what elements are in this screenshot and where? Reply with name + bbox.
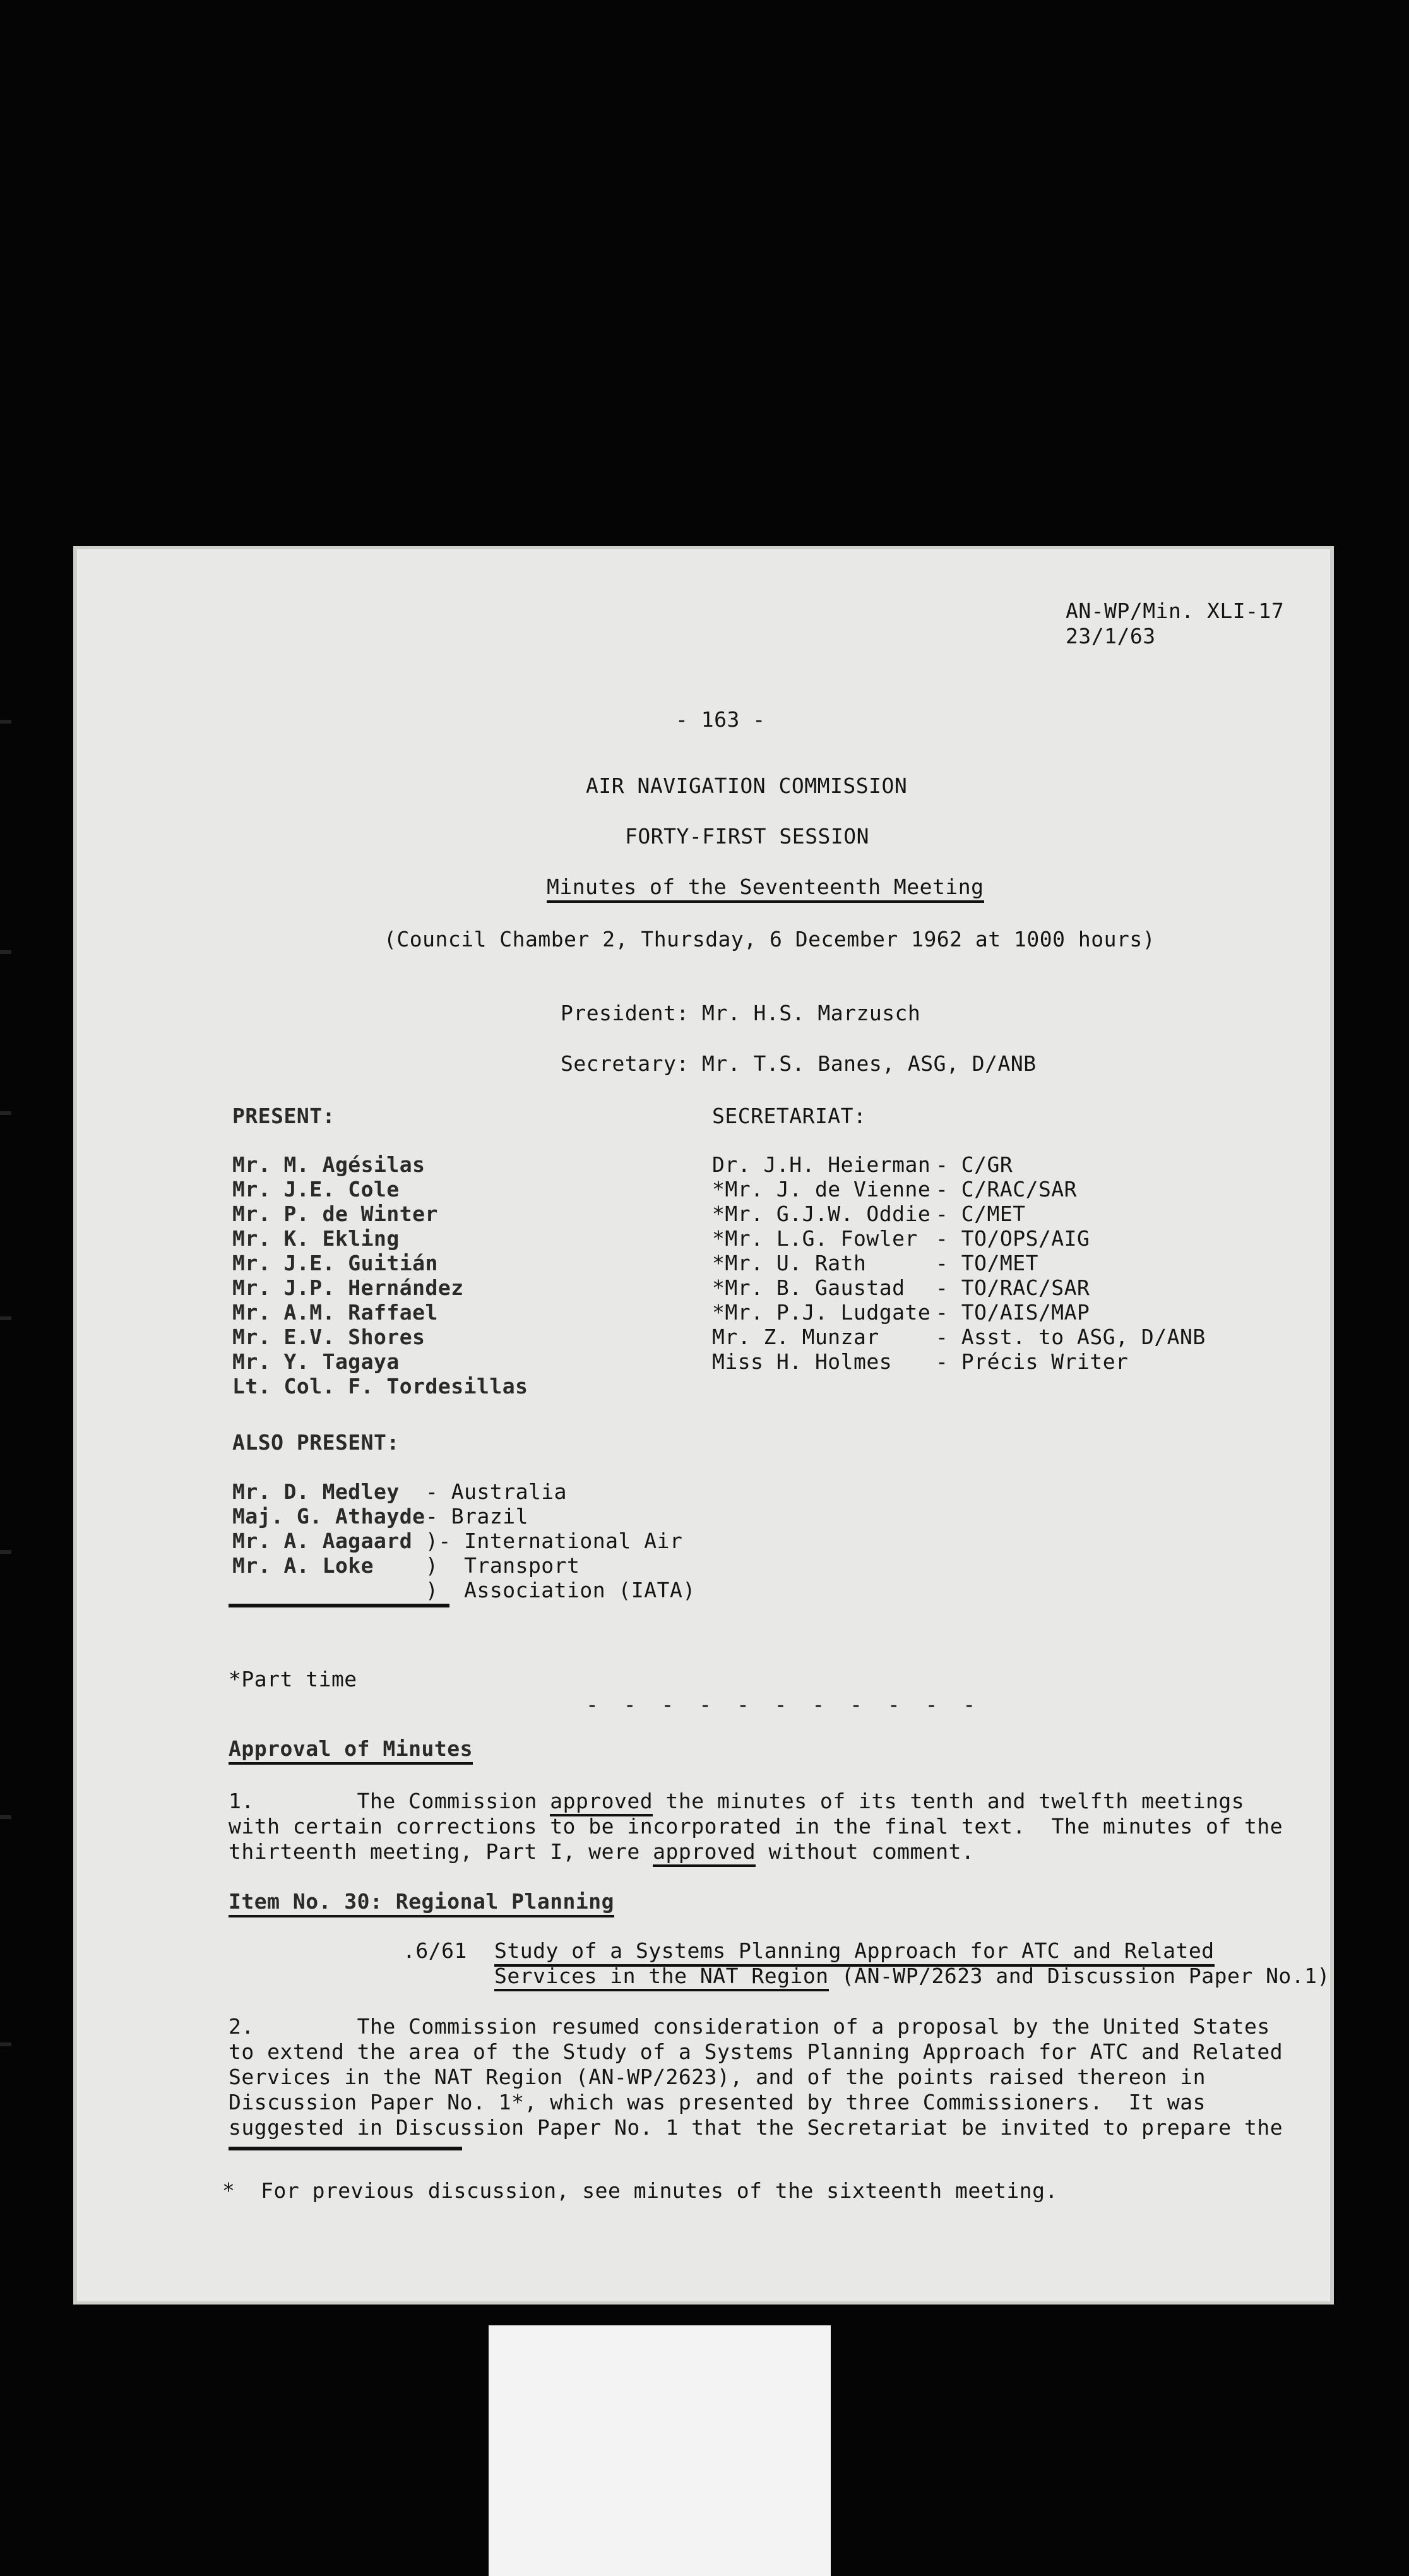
present-member: Mr. K. Ekling [232, 1226, 400, 1251]
also-present-name: Mr. D. Medley [232, 1479, 400, 1504]
paragraph-2-line: Services in the NAT Region (AN-WP/2623), and of the points raised thereon in [229, 2065, 1206, 2089]
film-edge-mark [0, 1111, 11, 1115]
present-member: Lt. Col. F. Tordesillas [232, 1374, 528, 1398]
film-edge-mark [0, 1815, 11, 1819]
secretariat-member-name: *Mr. J. de Vienne [712, 1177, 931, 1202]
secretariat-member-role: - Précis Writer [936, 1349, 1129, 1374]
approval-text: with certain corrections to be incorporated in the final text. The minutes of the [229, 1814, 1283, 1839]
document-page [77, 549, 1330, 2301]
secretariat-member-name: *Mr. L.G. Fowler [712, 1226, 918, 1251]
secretariat-heading: SECRETARIAT: [712, 1104, 867, 1128]
secretary-line: Secretary: Mr. T.S. Banes, ASG, D/ANB [561, 1051, 1037, 1076]
secretariat-member-name: Miss H. Holmes [712, 1349, 893, 1374]
secretariat-member-role: - C/GR [936, 1152, 1013, 1177]
approval-line [229, 1814, 1283, 1839]
paragraph-2-line: suggested in Discussion Paper No. 1 that the Secretariat be invited to prepare the [229, 2115, 1283, 2140]
also-present-org: ) Transport [425, 1553, 580, 1578]
secretariat-member-role: - TO/AIS/MAP [936, 1300, 1090, 1325]
film-label-card [489, 2325, 831, 2576]
session-title: FORTY-FIRST SESSION [625, 824, 869, 849]
also-present-name: Maj. G. Athayde [232, 1504, 425, 1529]
secretariat-member-role: - Asst. to ASG, D/ANB [936, 1325, 1206, 1349]
secretariat-member-name: Mr. Z. Munzar [712, 1325, 879, 1349]
also-present-org: ) Association (IATA) [425, 1578, 696, 1602]
present-member: Mr. A.M. Raffael [232, 1300, 438, 1325]
approval-text: 1. The Commission [229, 1789, 550, 1813]
document-date: 23/1/63 [1066, 624, 1156, 648]
commission-title: AIR NAVIGATION COMMISSION [586, 773, 908, 798]
previous-discussion-note: * For previous discussion, see minutes of the sixteenth meeting. [222, 2178, 1058, 2203]
present-member: Mr. E.V. Shores [232, 1325, 425, 1349]
president-line: President: Mr. H.S. Marzusch [561, 1001, 921, 1025]
approval-text: the minutes of its tenth and twelfth meetings [653, 1789, 1245, 1813]
document-reference: AN-WP/Min. XLI-17 [1066, 599, 1285, 623]
secretariat-member-role: - TO/MET [936, 1251, 1038, 1275]
also-present-org: - Australia [425, 1479, 568, 1504]
present-member: Mr. P. de Winter [232, 1202, 438, 1226]
film-edge-mark [0, 950, 11, 954]
secretariat-member-name: Dr. J.H. Heierman [712, 1152, 931, 1177]
secretariat-member-role: - TO/RAC/SAR [936, 1275, 1090, 1300]
secretariat-member-name: *Mr. G.J.W. Oddie [712, 1202, 931, 1226]
sub-item-reference: (AN-WP/2623 and Discussion Paper No.1) [828, 1964, 1330, 1988]
also-present-name: Mr. A. Loke [232, 1553, 374, 1578]
present-member: Mr. J.E. Guitián [232, 1251, 438, 1275]
film-edge-mark [0, 2042, 11, 2046]
section-separator: - - - - - - - - - - - [586, 1692, 982, 1717]
sub-item-title-line1: Study of a Systems Planning Approach for ATC and Related [494, 1938, 1215, 1967]
sub-item-title-line2 [494, 1964, 1330, 1989]
present-member: Mr. J.P. Hernández [232, 1275, 464, 1300]
secretariat-member-role: - C/RAC/SAR [936, 1177, 1078, 1202]
also-present-name: Mr. A. Aagaard [232, 1529, 413, 1553]
also-present-org: )- International Air [425, 1529, 683, 1553]
present-member: Mr. M. Agésilas [232, 1152, 425, 1177]
approval-text: thirteenth meeting, Part I, were [229, 1839, 653, 1864]
present-member: Mr. Y. Tagaya [232, 1349, 400, 1374]
meeting-title: Minutes of the Seventeenth Meeting [547, 874, 984, 903]
film-edge-mark [0, 1550, 11, 1554]
present-member: Mr. J.E. Cole [232, 1177, 400, 1202]
also-present-heading: ALSO PRESENT: [232, 1430, 400, 1455]
secretariat-member-name: *Mr. U. Rath [712, 1251, 867, 1275]
approval-text: without comment. [756, 1839, 975, 1864]
sub-item-title-underlined: Services in the NAT Region [494, 1964, 829, 1991]
footnote-rule-2 [229, 2147, 462, 2150]
footnote-rule [229, 1604, 449, 1607]
approval-heading: Approval of Minutes [229, 1736, 473, 1765]
secretariat-member-role: - C/MET [936, 1202, 1026, 1226]
secretariat-member-name: *Mr. B. Gaustad [712, 1275, 905, 1300]
approved-keyword: approved [550, 1789, 653, 1816]
sub-item-number: .6/61 [403, 1938, 467, 1963]
approval-line [229, 1789, 1244, 1814]
secretariat-member-name: *Mr. P.J. Ludgate [712, 1300, 931, 1325]
paragraph-2-line: to extend the area of the Study of a Systems Planning Approach for ATC and Related [229, 2039, 1283, 2064]
secretariat-member-role: - TO/OPS/AIG [936, 1226, 1090, 1251]
part-time-note: *Part time [229, 1667, 357, 1691]
approved-keyword: approved [653, 1839, 756, 1867]
page-number: - 163 - [675, 707, 766, 732]
also-present-org: - Brazil [425, 1504, 528, 1529]
item-heading: Item No. 30: Regional Planning [229, 1889, 614, 1917]
film-edge-mark [0, 1316, 11, 1320]
paragraph-2-line: 2. The Commission resumed consideration of a proposal by the United States [229, 2014, 1270, 2039]
film-edge-mark [0, 720, 11, 724]
approval-line [229, 1839, 974, 1864]
paragraph-2-line: Discussion Paper No. 1*, which was presented by three Commissioners. It was [229, 2090, 1206, 2114]
present-heading: PRESENT: [232, 1104, 335, 1128]
meeting-venue: (Council Chamber 2, Thursday, 6 December 1962 at 1000 hours) [384, 927, 1156, 951]
